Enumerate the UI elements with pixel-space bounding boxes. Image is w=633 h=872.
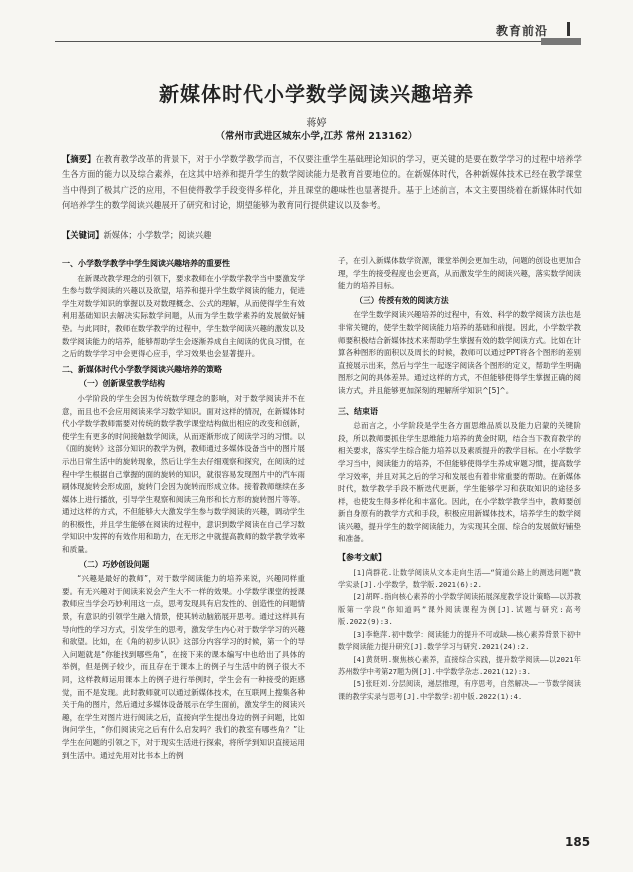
section-tag-bar	[567, 22, 570, 36]
heading: 一、小学数学教学中学生阅读兴趣培养的重要性	[62, 259, 230, 268]
reference-item: [2]胡晖.指向核心素养的小学数学阅读拓展深度教学设计策略——以苏教版第一学段“你知道吗”课外阅读课程为例[J].试题与研究:高考版.2022(9):3.	[338, 592, 581, 627]
subheading: （三）传授有效的阅读方法	[355, 295, 449, 305]
keywords-text: 新媒体；小学数学；阅读兴趣	[103, 230, 212, 240]
right-column	[338, 255, 581, 703]
heading: 三、结束语	[338, 406, 378, 416]
keywords	[62, 229, 582, 241]
left-column	[62, 255, 305, 762]
page-number: 185	[565, 835, 591, 849]
paragraph: 小学阶段的学生会因为传统数学理念的影响，对于数学阅读并不在意，而且也不会应用阅读来学习数学知识。面对这样的情况，在新媒体时代小学数学教师需要对传统的数学教学课堂结构做出相应的改变和创新，使学生有更多的时间接触数学阅读，从而逐渐形成了阅读学习的习惯。以《面的旋转》这部分知识的教学为例，教师通过多媒体设备当中的图片展示出日常生活中的旋转现象，然后让学生去仔细观察和探究，在阅读的过程中学生根据自己掌握的面的旋转的知识，就很容易发现图片中的汽车雨刷体现旋转会形成面，旋转门会因为旋转而形成立体。接着教师继续在多媒体上进行播放，引导学生观察和阅读三角形和长方形的旋转图片等等。通过这样的方式，不但能够大大激发学生参与数学阅读的兴趣，调动学生的积极性，并且学生能够在阅读的过程中，意识到数学阅读在自己学习数学知识中发挥的有效作用和助力，在无形之中就提高教师的数学教学效率和质量。	[62, 393, 305, 555]
abstract-text: 在教育教学改革的背景下，对于小学数学教学而言，不仅要注重学生基础理论知识的学习，更关键的是要在数学学习的过程中培养学生各方面的能力以及综合素养，在这其中培养和提升学生的数学阅读能力是教育首要地位的。在新媒体时代，各种新媒体技术已经在教学课堂当中得到了极其广泛的应用，不但使得教学手段变得多样化，并且课堂的趣味性也显著提升。基于上述前言，本文主要围绕着在新媒体时代如何培养学生的数学阅读兴趣展开了研究和讨论，期望能够为教育同行提供建议以及参考。	[62, 154, 582, 210]
affiliation: （常州市武进区城东小学,江苏 常州 213162）	[215, 131, 418, 142]
author: 蒋婷	[306, 118, 327, 129]
article-title: 新媒体时代小学数学阅读兴趣培养	[159, 82, 474, 106]
paragraph: 子，在引入新媒体数学资源，课堂举例会更加生动，问题的创设也更加合理，学生的接受程度也会更高，从而激发学生的阅读兴趣，落实数学阅读能力的培养目标。	[338, 256, 581, 291]
paragraph: 总而言之，小学阶段是学生各方面思维品质以及能力启蒙的关键阶段，所以教师要抓住学生思维能力培养的黄金时期，结合当下教育教学的相关要求，落实学生综合能力培养以及素质提升的教学目标。在小学数学学习当中，阅读能力的培养，不但能够使得学生养成审题习惯，提高数学学习效率，并且对其之后的学习和发展也有着非常重要的帮助。在新媒体时代，数学教学手段不断迭代更新，学生能够学习和获取知识的途径多样，也使发生得多样化和丰富化。因此，在小学数学教学当中，教师要创新自身原有的教学方式和手段，积极应用新媒体技术，培养学生的数学阅读兴趣，提升学生的数学阅读能力，为实现其全面、综合的发展做好铺垫和准备。	[338, 421, 581, 544]
header-rule	[55, 41, 541, 42]
paragraph: 在学生数学阅读兴趣培养的过程中，有效、科学的数学阅读方法也是非常关键的，使学生数学阅读能力培养的基础和前提。因此，小学数学教师要积极结合新媒体技术来帮助学生掌握有效的数学阅读方式。比如在计算各种图形的面积以及周长的时候，教师可以通过PPT将各个图形的差别直接展示出来，然后与学生一起逐字阅读各个图形的定义，帮助学生明确图形之间的具体差异。通过这样的方式，不但能够使得学生掌握正确的阅读方式，并且能够更加深刻的理解所学知识^[5]^。	[338, 310, 581, 395]
paragraph: “兴趣是最好的教师”，对于数学阅读能力的培养来说，兴趣同样重要。有无兴趣对于阅读来说会产生大不一样的效果。小学数学课堂的授课教师应当学会巧妙利用这一点，思考发现具有启发性的、创造性的问题情景，有意识的引领学生融入情景，使其转动脑筋展开思考。通过这样具有导向性的学习方式，引发学生的思考，激发学生内心对于数学学习的兴趣和欲望。比如，在《角的初步认识》这部分内容学习的时候，第一个的导入问题就是“你能找到哪些角”，在接下来的课本编写中也给出了具体的举例，但是例子较少，而且存在于课本上的例子与生活中的例子很大不同，这样教师运用课本上的例子进行举例时，学生会有一种接受的距感觉，而不是发现。此时教师就可以通过新媒体技术，在互联网上搜集各种关于角的图片，然后通过多媒体设备展示在学生面前，激发学生的阅读兴趣，在学生对图片进行阅读之后，直接向学生提出身边的例子问题，比如询问学生，“你们阅读完之后有什么启发吗？我们的教室有哪些角？”让学生在问题的引领之下，对于现实生活进行探索，将所学到知识直接运用到生活中。通过先用对比书本上的例	[62, 574, 305, 760]
reference-item: [4]黄贤明.聚焦核心素养，直接综合实践，提升数学阅读——以2021年苏州数学中考第27题为例[J].中学数学杂志.2021(12):3.	[338, 654, 581, 676]
header-bar	[541, 38, 581, 45]
reference-item: [1]尚群花.让数学阅读从文本走向生活——“简道公路上的测选问题”教学实录[J].小学数学，数学版.2021(6):2.	[338, 567, 581, 590]
abstract	[62, 152, 582, 213]
section-tag: 教育前沿	[496, 24, 549, 38]
abstract-label: 【摘要】	[62, 154, 96, 164]
paragraph: 在新课改教学理念的引领下，要求教师在小学数学教学当中要激发学生参与数学阅读的兴趣以及欲望，培养和提升学生数学阅读的能力，促进学生对数学知识的掌握以及对数理概念、公式的理解，从而使得学生有效利用基础知识去解决实际数学问题，从而为学生数学素养的发展做好铺垫。与此同时，教师在数学教学的过程中，学生数学阅读兴趣的激发以及数学阅读能力的培养，能够帮助学生会逐渐养成自主阅读的优良习惯，在之后的数学学习中会更得心应手，学习效果也会显著提升。	[62, 273, 305, 359]
subheading: （二）巧妙创设问题	[79, 559, 150, 569]
subheading: （一）创新课堂教学结构	[79, 379, 165, 389]
reference-item: [3]李艳萍.初中数学：阅读能力的提升不可或缺——核心素养背景下初中数学阅读能力提升研究[J].数学学习与研究.2021(24):2.	[338, 629, 581, 652]
heading: 二、新媒体时代小学数学阅读兴趣培养的策略	[62, 364, 222, 374]
references-title: 【参考文献】	[338, 553, 386, 563]
reference-item: [5]张旺刘.分层阅读，递层推理，有序思考，自然解决——一节数学阅读课的教学实录与思考[J].中学数学:初中版.2022(1):4.	[338, 679, 581, 701]
keywords-label: 【关键词】	[62, 230, 104, 240]
